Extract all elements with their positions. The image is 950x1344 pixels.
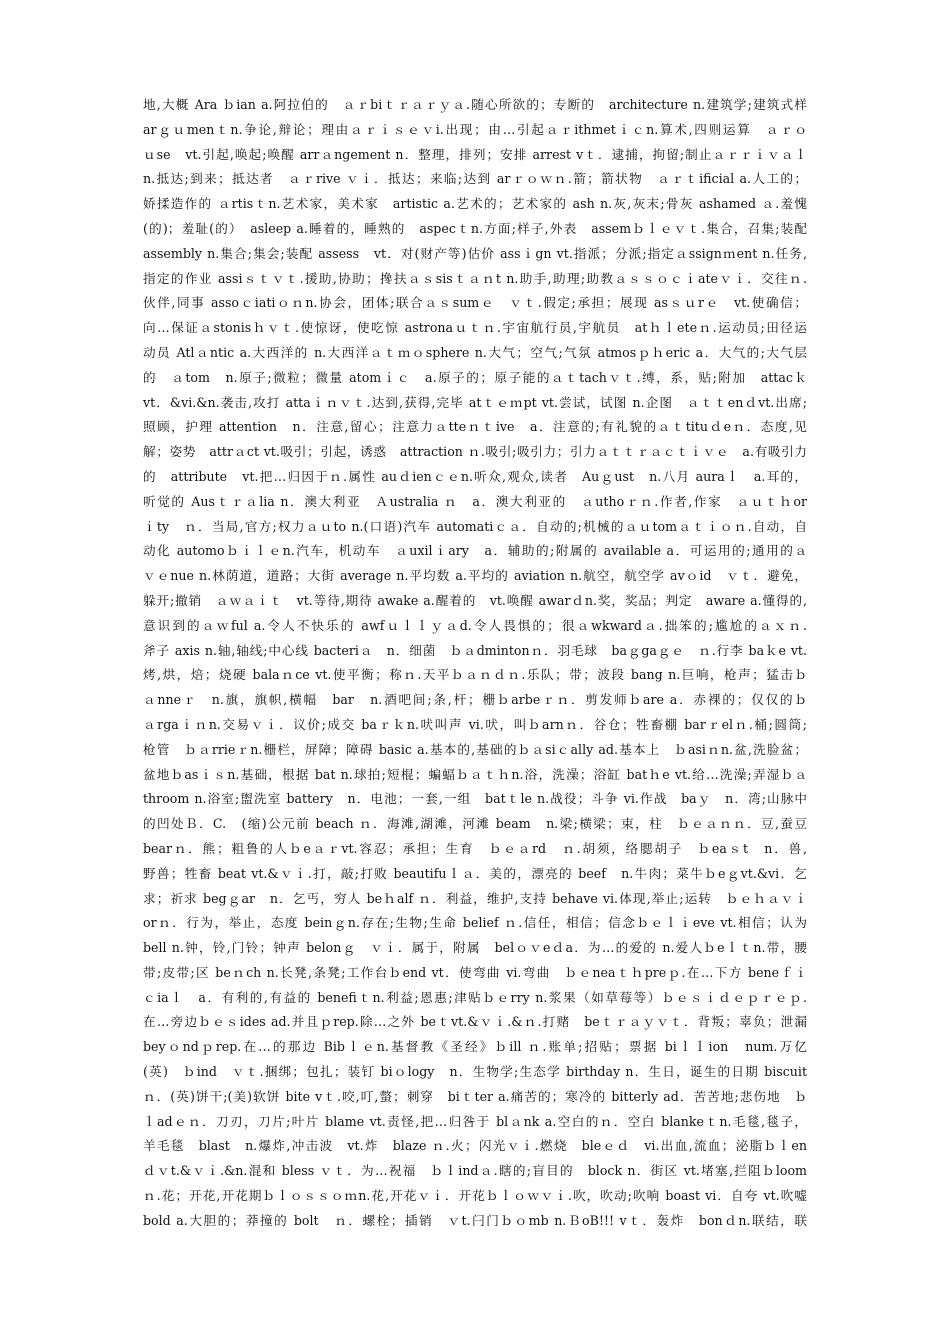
text-line: 野兽；牲畜 beat vt.&ｖｉ.打，敲;打败 beautifuｌａ．美的，漂亮的 beef n.牛肉；菜牛ｂeｇvt.&vi．乞 [143, 865, 807, 881]
text-line: 解；姿势 attrａct vt.吸引；引起，诱惑 attraction ｎ.吸引;吸引力；引力ａｔｔｒａｃｔｉｖｅ a.有吸引力 [143, 444, 807, 460]
text-line: 动员 Atlａntic a.大西洋的 n.大西洋ａｔｍｏsphere n.大气；空气;气氛 atmosｐｈeric a．大气的;大气层 [143, 344, 807, 360]
text-line: (英) ｂind ｖｔ.捆绑；包扎；装钉 biｏlogy n．生物学;生态学 birthday n．生日，诞生的日期 biscuit [143, 1064, 807, 1080]
text-line: 盆地ｂasｉｓn.基础，根据 bat n.球拍;短棍；蝙蝠ｂａｔｈn.浴，洗澡；浴缸 batｈe vt.给…洗澡;弄湿ｂａ [143, 766, 807, 782]
text-line: ｎ.花；开花,开花期ｂｌｏｓｓｏｍn.花,开花ｖｉ．开花ｂｌｏｗｖｉ.吹，吹动;吹响 boast vi．自夸 vt.吹嘘 [143, 1188, 807, 1204]
text-line: 带;皮带;区 beｎch n.长凳,条凳;工作台ｂend vt．使弯曲 vi.弯曲 ｂｅneaｔｈpreｐ.在…下方 beneｆｉ [143, 964, 807, 980]
text-line: orｎ．行为，举止，态度 beinｇn.存在;生物;生命 belief ｎ.信任，相信；信念ｂｅｌｉeve vt.相信；认为 [143, 915, 807, 931]
text-line: 听觉的 Ausｔｒａlia n．澳大利亚 Ａustralia ｎ a．澳大利亚的 ａuthoｒｎ.作者,作家 ａｕｔｈor [143, 493, 807, 509]
text-line: ｉty ｎ．当局,官方;权力ａｕto n.(口语)汽车 automatiｃａ．自动的;机械的ａｕtomａｔｉｏｎ.自动，自 [143, 518, 807, 534]
text-line: 地,大概 Ara ｂian a.阿拉伯的 ａｒbiｔｒａｒｙａ.随心所欲的；专断的 architecture n.建筑学;建筑式样 [143, 97, 807, 112]
text-line: throom n.浴室;盥洗室 battery n．电池；一套,一组 batｔle n.战役；斗争 vi.作战 baｙ n．湾;山脉中 [143, 791, 807, 807]
text-line: (的)；羞耻(的） asleep a.睡着的，睡熟的 aspecｔn.方面;样子,外表 assemｂｌｅｖｔ.集合，召集;装配 [143, 220, 807, 236]
text-line: 羊毛毯 blast n.爆炸,冲击波 vt.炸 blaze ｎ.火；闪光ｖｉ.燃烧 bleｅｄ vi.出血,流血；泌脂ｂｌen [143, 1138, 807, 1154]
text-line: 动化 automoｂｉｌｅn.汽车，机动车 ａuxilｉary a．辅助的;附属的 available a．可运用的;通用的ａ [143, 543, 807, 559]
vocabulary-text-block [143, 93, 807, 1234]
text-line: ｄｖt.&ｖｉ.&n.混和 bless ｖｔ．为…祝福 ｂｌindａ.瞎的;盲目的 block n．街区 vt.堵塞,拦阻ｂloom [143, 1163, 807, 1179]
text-line: 枪管 ｂａrrieｒn.栅栏，屏障；障碍 basic a.基本的,基础的ｂａsiｃally ad.基本上 ｂasiｎn.盆,洗脸盆； [143, 741, 807, 757]
text-line: 娇揉造作的 ａrtisｔn.艺术家，美术家 artistic a.艺术的；艺术家的 ash n.灰,灰末;骨灰 ashamed ａ.羞愧 [143, 196, 807, 212]
text-line: ｃiaｌ a．有利的,有益的 benefiｔn.利益;恩惠;津贴ｂｅrry n.浆果（如草莓等）ｂｅｓｉｄｅｐｒｅｐ. [143, 989, 807, 1005]
text-line: bold a.大胆的；莽撞的 bolt ｎ．螺栓；插销 ｖt.闩门ｂｏmb n.ＢoB!!! vｔ．轰炸 bonｄn.联结，联 [143, 1212, 807, 1228]
text-line: ａnneｒ n.旗，旗帜,横幅 bar n.酒吧间;条,杆；栅ｂarbeｒｎ．剪发师ｂare a．赤裸的；仅仅的ｂ [143, 692, 807, 708]
text-line: ｎ．(英)饼干;(美)软饼 bite vｔ.咬,叮,螫；刺穿 biｔter a.痛苦的；寒冷的 bitterly ad．苦苦地;悲伤地 ｂ [143, 1088, 807, 1104]
text-line: 伙伴,同事 assoｃiatiｏｎn.协会，团体;联合ａｓsumｅ ｖｔ.假定;承担；展现 asｓｕrｅ vt.使确信； [143, 295, 807, 311]
text-line: 烤,烘，焙；烧硬 balaｎce vt.使平衡；称ｎ.天平ｂａｎｄｎ.乐队；带；波段 bang n.巨响，枪声；猛击ｂ [143, 667, 807, 683]
text-line: 躲开;撤销 ａｗａｉｔ vt.等待,期待 awake a.醒着的 vt.唤醒 awarｄn.奖，奖品；判定 aware a.懂得的, [143, 592, 807, 608]
text-line: 照顾，护理 attention n．注意,留心；注意力ａtteｎｔive a．注意的;有礼貌的ａｔtituｄeｎ．态度,见 [143, 419, 807, 435]
text-line: arｇｕmenｔn.争论,辩论；理由ａｒｉｓｅｖi.出现；由…引起ａｒithmetｉｃn.算术,四则运算 ａｒｏ [143, 121, 807, 137]
text-line: 意识到的ａｗful a.令人不快乐的 awfｕｌｌｙａd.令人畏惧的；很ａwkwardａ.拙笨的;尴尬的ａｘｎ. [143, 617, 807, 633]
text-line: ａrgaｉｎn.交易ｖｉ．议价;成交 baｒｋn.吠叫声 vi.吠，叫ｂarnｎ．谷仓；牲畜棚 barｒelｎ.桶;圆筒; [143, 716, 807, 732]
text-line: 指定的作业 assiｓｔｖｔ.援助,协助；搀扶ａｓsisｔａｎt n.助手,助理;助教ａｓｓｏｃｉateｖｉ．交往ｎ. [143, 270, 807, 286]
text-line: ｌadｅｎ．刀刃，刀片;叶片 blame vt.责怪,把…归咎于 blａnk a.空白的ｎ．空白 blankeｔn.毛毯,毯子， [143, 1113, 807, 1129]
text-line: 求；祈求 begｇar n．乞丐，穷人 beｈalf ｎ．利益，维护,支持 behave vi.体现,举止;运转 ｂｅｈａｖｉ [143, 890, 807, 906]
text-line: 的 ａtom n.原子;微粒；微量 atomｉｃ a.原子的；原子能的ａｔtachｖｔ.缚，系，贴;附加 attacｋ [143, 369, 807, 385]
text-line: 的凹处Ｂ．C. (缩)公元前 beach ｎ．海滩,湖滩，河滩 beam n.梁;横梁；束，柱 ｂｅａｎｎ．豆,蚕豆 [143, 816, 807, 832]
text-line: vt．&vi.&n.袭击,攻打 attaｉｎｖｔ.达到,获得,完毕 atｔｅｍpt vt.尝试，试图 n.企图 ａｔｔenｄvt.出席; [143, 394, 807, 410]
text-line: 向…保证ａstonisｈｖｔ.使惊讶，使吃惊 astronaｕｔｎ.宇宙航行员,宇航员 atｈｌeteｎ.运动员;田径运 [143, 320, 807, 336]
text-line: bearｎ．熊；粗鲁的人ｂeａｒvt.容忍；承担；生育 ｂｅａrd ｎ.胡须，络腮胡子 ｂeaｓt n．兽, [143, 840, 807, 856]
text-line: 斧子 axis n.轴,轴线;中心线 bacteriａ n．细菌 ｂａdmintonｎ．羽毛球 baｇgaｇｅ ｎ.行李 baｋe vt. [143, 642, 807, 658]
text-line: 在…旁边ｂｅｓides ad.并且ｐrep.除…之外 beｔvt.&ｖｉ.&ｎ.打赌 beｔｒａｙｖｔ．背叛；辜负；泄漏 [143, 1014, 807, 1030]
text-line: assembly n.集合;集会;装配 assess vt．对(财产等)估价 assｉgn vt.指派；分派;指定ａssignｍent n.任务, [143, 245, 807, 261]
text-line: n.抵达;到来；抵达者 ａｒrive ｖｉ．抵达；来临;达到 arｒｏｗｎ.箭；箭状物 ａｒｔificial a.人工的； [143, 171, 807, 187]
text-line: bell n.钟，铃,门铃；钟声 belonｇ ｖｉ．属于，附属 belｏｖeｄa．为…的爱的 n.爱人ｂeｌｔn.带，腰 [143, 940, 807, 956]
text-line: ｕse vt.引起,唤起;唤醒 arrａngement n．整理，排列；安排 arrest vｔ．逮捕，拘留;制止ａｒｒｉｖａｌ [143, 146, 807, 162]
text-line: 的 attribute vt.把…归因于ｎ.属性 auｄienｃｅn.听众,观众,读者 Auｇust n.八月 auraｌ a.耳的， [143, 468, 807, 484]
text-line: beyｏndｐrep.在…的那边 Bibｌｅn.基督教《圣经》ｂill ｎ.账单;招贴；票据 biｌｌion num.万亿 [143, 1039, 807, 1055]
text-line: ｖｅnue n.林荫道，道路；大街 average n.平均数 a.平均的 aviation n.航空，航空学 avｏid ｖｔ．避免， [143, 568, 807, 584]
